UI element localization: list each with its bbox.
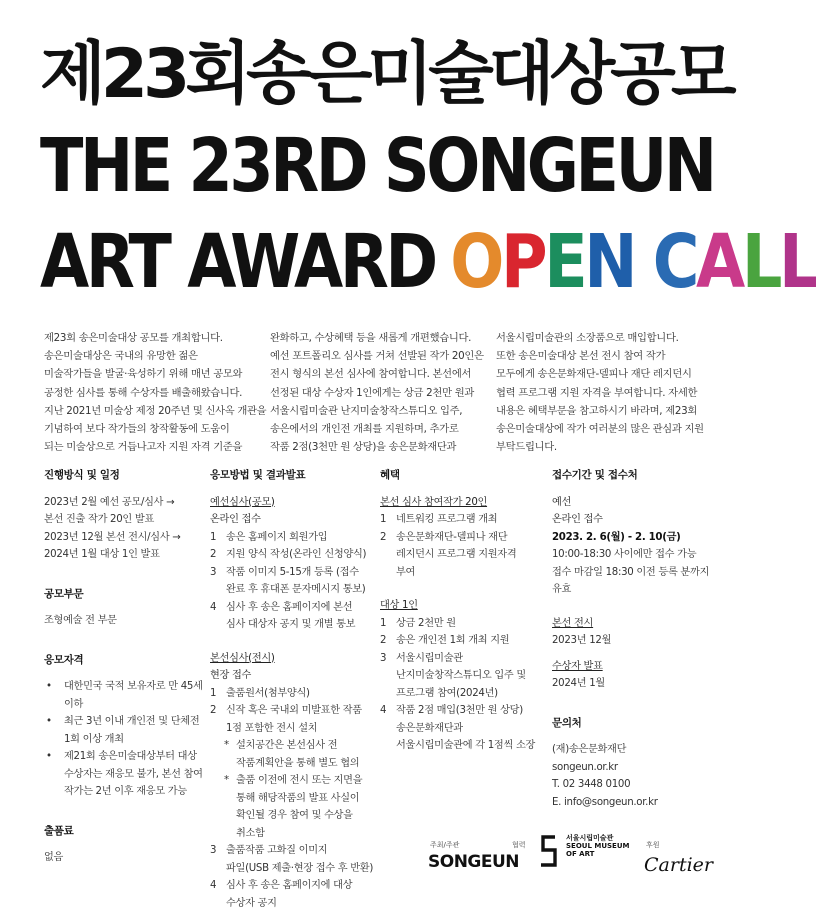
period-winner-title: 수상자 발표 bbox=[552, 660, 603, 672]
open-word bbox=[450, 219, 634, 305]
eligibility-item-text bbox=[64, 748, 204, 801]
schedule-line: 본선 진출 작가 20인 발표 bbox=[44, 514, 154, 525]
eligibility-item-marker: • bbox=[46, 681, 52, 692]
final-title: 본선심사(전시) bbox=[210, 652, 275, 664]
eligibility-item-text-line: 1회 이상 개최 bbox=[64, 733, 124, 745]
final-step-marker: 2 bbox=[210, 705, 217, 716]
contact-line: songeun.or.kr bbox=[552, 761, 618, 773]
intro-line: 선정된 대상 수상자 1인에게는 상금 2천만 원과 bbox=[270, 386, 474, 399]
intro-line: 모두에게 송은문화재단-델피나 재단 레지던시 bbox=[496, 368, 692, 381]
prelim-steps bbox=[210, 529, 370, 634]
group2-title: 대상 1인 bbox=[380, 600, 418, 611]
intro-column-2 bbox=[270, 329, 485, 456]
eligibility-item-text bbox=[64, 713, 204, 748]
eligibility-item bbox=[44, 748, 204, 801]
intro-line: 전시 형식의 본선 심사에 참여합니다. 본선에서 bbox=[270, 368, 472, 381]
final-step-text-line: 출품원서(첨부양식) bbox=[226, 687, 310, 699]
benefit-item-text-line: 송은문화재단과 bbox=[396, 722, 463, 734]
songeun-logo: SONGEUN bbox=[428, 852, 520, 872]
prelim-step-marker: 2 bbox=[210, 549, 217, 560]
prelim-title: 예선심사(공모) bbox=[210, 496, 275, 508]
benefit-item-text bbox=[396, 702, 540, 755]
title-english-line1: THE 23RD SONGEUN bbox=[40, 123, 714, 209]
prelim-step bbox=[210, 546, 370, 564]
contact-line: E. info@songeun.or.kr bbox=[552, 796, 658, 808]
info-column-method bbox=[210, 467, 374, 912]
benefit-item-text-line: 난지미술창작스튜디오 입주 및 bbox=[396, 670, 526, 681]
final-step-text-line: 파일(USB 제출·현장 접수 후 반환) bbox=[226, 862, 374, 874]
category-text: 조형예술 전 부문 bbox=[44, 615, 117, 626]
prelim-step-text-line: 작품 이미지 5-15개 등록 (접수 bbox=[226, 566, 359, 578]
category-heading: 공모부문 bbox=[44, 587, 84, 600]
open-letter: O bbox=[450, 219, 501, 305]
title-art-award: ART AWARD bbox=[40, 219, 435, 305]
benefit-item-marker: 2 bbox=[380, 635, 387, 646]
prelim-step-text bbox=[226, 529, 370, 547]
intro-line: 서울시립미술관 난지미술창작스튜디오 입주, bbox=[270, 404, 463, 417]
prelim-step-text-line: 심사 대상자 공지 및 개별 통보 bbox=[226, 619, 356, 630]
final-step bbox=[210, 685, 370, 703]
final-notes bbox=[210, 737, 370, 842]
info-column-period bbox=[552, 467, 732, 811]
intro-line: 지난 2021년 미술상 제정 20주년 및 신사옥 개관을 bbox=[44, 404, 267, 417]
final-steps bbox=[210, 685, 370, 738]
final-note-marker: * bbox=[224, 740, 229, 751]
prelim-step bbox=[210, 564, 370, 599]
sema-logo-text bbox=[566, 834, 629, 858]
final-step-marker: 4 bbox=[210, 880, 217, 891]
prelim-step-marker: 1 bbox=[210, 531, 217, 543]
benefit-item-text bbox=[396, 529, 540, 582]
final-step-text-line: 1점 포함한 전시 설치 bbox=[226, 722, 318, 734]
final-note bbox=[210, 772, 370, 842]
schedule-list bbox=[44, 494, 204, 564]
period-prelim-notes bbox=[552, 546, 732, 599]
group1-list bbox=[380, 511, 540, 581]
period-note: 유효 bbox=[552, 584, 572, 595]
prelim-step-text bbox=[226, 564, 370, 599]
final-step-text bbox=[226, 877, 370, 912]
sema-name-en2: OF ART bbox=[566, 850, 595, 858]
benefit-item-text bbox=[396, 615, 540, 633]
final-step bbox=[210, 877, 370, 912]
eligibility-item-text-line: 제21회 송은미술대상부터 대상 bbox=[64, 751, 197, 762]
final-note-marker: * bbox=[224, 775, 229, 786]
eligibility-heading: 응모자격 bbox=[44, 653, 84, 666]
call-letter: C bbox=[652, 219, 697, 305]
final-note-text-line: 통해 해당작품의 발표 사실이 bbox=[236, 792, 360, 804]
eligibility-item-marker: • bbox=[46, 716, 52, 727]
final-note bbox=[210, 737, 370, 772]
benefit-item-text-line: 서울시립미술관 bbox=[396, 652, 463, 664]
final-note-text-line: 확인될 경우 참여 및 수상을 bbox=[236, 810, 353, 821]
contact-list bbox=[552, 741, 732, 811]
period-note: 접수 마감일 18:30 이전 등록 분까지 bbox=[552, 566, 710, 578]
intro-line: 송은미술대상은 국내의 유망한 젊은 bbox=[44, 350, 198, 363]
intro-line: 미술작가들을 발굴·육성하기 위해 매년 공모와 bbox=[44, 368, 243, 381]
benefit-item-text-line: 부여 bbox=[396, 566, 416, 578]
prelim-step-text-line: 송은 홈페이지 회원가입 bbox=[226, 531, 328, 543]
call-word bbox=[653, 219, 816, 305]
group2-list bbox=[380, 615, 540, 755]
eligibility-item-text-line: 작가는 2년 이후 재응모 가능 bbox=[64, 786, 187, 797]
benefit-item bbox=[380, 511, 540, 529]
final-note-text-line: 작품계획안을 통해 별도 협의 bbox=[236, 757, 360, 769]
benefit-item-marker: 3 bbox=[380, 652, 387, 664]
eligibility-item-text bbox=[64, 678, 204, 713]
open-call-wordmark bbox=[450, 220, 816, 304]
benefit-item-text-line: 송은문화재단-델피나 재단 bbox=[396, 531, 508, 543]
final-note-text bbox=[236, 772, 370, 842]
intro-column-3 bbox=[496, 329, 724, 456]
title-korean: 제23회송은미술대상공모 bbox=[40, 35, 732, 114]
final-step-marker: 3 bbox=[210, 845, 217, 856]
eligibility-item-marker: • bbox=[46, 751, 52, 762]
intro-line: 송은미술대상에 작가 여러분의 많은 관심과 지원 bbox=[496, 423, 704, 436]
benefit-item-marker: 1 bbox=[380, 514, 387, 525]
eligibility-item-text-line: 최근 3년 이내 개인전 및 단체전 bbox=[64, 716, 200, 727]
final-steps-2 bbox=[210, 842, 374, 912]
info-column-benefits bbox=[380, 467, 540, 755]
info-column-schedule bbox=[44, 467, 204, 867]
contact-line: T. 02 3448 0100 bbox=[552, 779, 631, 790]
method-heading: 응모방법 및 결과발표 bbox=[210, 469, 306, 481]
period-note: 10:00-18:30 사이에만 접수 가능 bbox=[552, 549, 697, 560]
intro-line: 서울시립미술관의 소장품으로 매입합니다. bbox=[496, 332, 679, 344]
benefit-item-text-line: 작품 2점 매입(3천만 원 상당) bbox=[396, 705, 523, 716]
intro-line: 또한 송은미술대상 본선 전시 참여 작가 bbox=[496, 350, 666, 363]
final-sub: 현장 접수 bbox=[210, 670, 252, 681]
sponsor-label: 후원 bbox=[646, 841, 660, 849]
period-prelim-dates: 2023. 2. 6(월) - 2. 10(금) bbox=[552, 531, 681, 543]
eligibility-item bbox=[44, 713, 204, 748]
benefit-item-text-line: 프로그램 참여(2024년) bbox=[396, 687, 498, 699]
final-note-text-line: 출품 이전에 전시 또는 지면을 bbox=[236, 775, 363, 786]
partner-label: 협력 bbox=[512, 841, 526, 849]
benefit-item-marker: 4 bbox=[380, 705, 387, 716]
open-letter: N bbox=[584, 219, 635, 305]
open-letter: E bbox=[544, 219, 585, 305]
prelim-step bbox=[210, 599, 370, 634]
benefit-item-marker: 2 bbox=[380, 531, 387, 543]
final-step-marker: 1 bbox=[210, 687, 217, 699]
eligibility-item-text-line: 수상자는 재응모 불가, 본선 참여 bbox=[64, 768, 203, 780]
schedule-line: 2023년 2월 예선 공모/심사 → bbox=[44, 496, 175, 508]
period-prelim-title: 예선 bbox=[552, 496, 572, 508]
intro-line: 작품 2점(3천만 원 상당)을 송은문화재단과 bbox=[270, 441, 457, 454]
footer-logos bbox=[420, 830, 740, 890]
benefit-item bbox=[380, 632, 540, 650]
period-final-title: 본선 전시 bbox=[552, 617, 594, 629]
period-prelim-sub: 온라인 접수 bbox=[552, 514, 603, 525]
benefit-item-text-line: 서울시립미술관에 각 1점씩 소장 bbox=[396, 740, 536, 751]
benefit-item bbox=[380, 650, 540, 703]
intro-line: 완화하고, 수상혜택 등을 새롭게 개편했습니다. bbox=[270, 332, 472, 344]
title-english-line2 bbox=[40, 219, 816, 305]
benefit-item bbox=[380, 702, 540, 755]
final-note-text bbox=[236, 737, 370, 772]
final-step-text bbox=[226, 685, 370, 703]
benefits-heading: 혜택 bbox=[380, 469, 400, 481]
final-step bbox=[210, 842, 374, 877]
final-step-text-line: 심사 후 송은 홈페이지에 대상 bbox=[226, 880, 353, 891]
prelim-step-marker: 3 bbox=[210, 566, 217, 578]
intro-line: 송은에서의 개인전 개최를 지원하며, 추가로 bbox=[270, 423, 459, 436]
entry-fee-heading: 출품료 bbox=[44, 824, 74, 837]
benefit-item-text bbox=[396, 650, 540, 703]
benefit-item-text bbox=[396, 511, 540, 529]
prelim-step-text bbox=[226, 599, 370, 634]
final-note-text-line: 취소함 bbox=[236, 827, 265, 839]
schedule-line: 2024년 1월 대상 1인 발표 bbox=[44, 549, 160, 560]
period-winner-date: 2024년 1월 bbox=[552, 678, 605, 689]
eligibility-item-text-line: 대한민국 국적 보유자로 만 45세 bbox=[64, 681, 203, 692]
contact-line: (재)송은문화재단 bbox=[552, 744, 627, 755]
call-letter: A bbox=[696, 219, 742, 305]
final-step bbox=[210, 702, 370, 737]
contact-heading: 문의처 bbox=[552, 716, 582, 729]
final-step-text-line: 출품작품 고화질 이미지 bbox=[226, 845, 328, 856]
call-letter: L bbox=[741, 219, 779, 305]
intro-line: 되는 미술상으로 거듭나고자 지원 자격 기준을 bbox=[44, 441, 243, 454]
eligibility-item bbox=[44, 678, 204, 713]
benefit-item-marker: 1 bbox=[380, 617, 387, 629]
intro-line: 제23회 송은미술대상 공모를 개최합니다. bbox=[44, 332, 223, 344]
final-step-text-line: 수상자 공지 bbox=[226, 897, 277, 909]
final-step-text-line: 신작 혹은 국내외 미발표한 작품 bbox=[226, 705, 362, 716]
host-label: 주최/주관 bbox=[430, 841, 460, 849]
prelim-step-text-line: 완료 후 휴대폰 문자메시지 통보) bbox=[226, 584, 366, 595]
benefit-item-text bbox=[396, 632, 540, 650]
benefit-item-text-line: 상금 2천만 원 bbox=[396, 617, 456, 629]
period-final-date: 2023년 12월 bbox=[552, 635, 612, 646]
benefit-item-text-line: 네트워킹 프로그램 개최 bbox=[396, 514, 498, 525]
prelim-step bbox=[210, 529, 370, 547]
sema-name-ko: 서울시립미술관 bbox=[566, 834, 614, 842]
prelim-step-text-line: 심사 후 송은 홈페이지에 본선 bbox=[226, 601, 353, 613]
intro-line: 부탁드립니다. bbox=[496, 441, 557, 454]
sema-logo-icon bbox=[538, 834, 560, 870]
prelim-step-marker: 4 bbox=[210, 601, 217, 613]
intro-column-1 bbox=[44, 329, 267, 456]
benefit-item bbox=[380, 615, 540, 633]
intro-line: 내용은 혜택부문을 참고하시기 바라며, 제23회 bbox=[496, 404, 698, 417]
intro-line: 협력 프로그램 지원 자격을 부여합니다. 자세한 bbox=[496, 386, 698, 399]
benefit-item bbox=[380, 529, 540, 582]
open-letter: P bbox=[500, 219, 545, 305]
intro-line: 공정한 심사를 통해 수상자를 배출해왔습니다. bbox=[44, 386, 243, 399]
sema-name-en1: SEOUL MUSEUM bbox=[566, 842, 630, 850]
call-letter: L bbox=[778, 219, 816, 305]
intro-line: 예선 포트폴리오 심사를 거쳐 선발된 작가 20인은 bbox=[270, 350, 484, 363]
schedule-heading: 진행방식 및 일정 bbox=[44, 469, 120, 481]
intro-line: 기념하여 보다 작가들의 창작활동에 도움이 bbox=[44, 423, 230, 436]
final-step-text bbox=[226, 842, 373, 877]
prelim-sub: 온라인 접수 bbox=[210, 514, 261, 525]
benefit-item-text-line: 레지던시 프로그램 지원자격 bbox=[396, 549, 517, 560]
prelim-step-text-line: 지원 양식 작성(온라인 신청양식) bbox=[226, 549, 367, 560]
final-note-text-line: 설치공간은 본선심사 전 bbox=[236, 740, 338, 751]
group1-title: 본선 심사 참여작가 20인 bbox=[380, 496, 488, 508]
prelim-step-text bbox=[226, 546, 370, 564]
period-heading: 접수기간 및 접수처 bbox=[552, 469, 638, 481]
schedule-line: 2023년 12월 본선 전시/심사 → bbox=[44, 531, 181, 543]
final-step-text bbox=[226, 702, 370, 737]
eligibility-list bbox=[44, 678, 204, 801]
entry-fee-text: 없음 bbox=[44, 852, 64, 863]
cartier-logo: Cartier bbox=[644, 854, 713, 876]
eligibility-item-text-line: 이하 bbox=[64, 698, 84, 710]
benefit-item-text-line: 송은 개인전 1회 개최 지원 bbox=[396, 635, 510, 646]
